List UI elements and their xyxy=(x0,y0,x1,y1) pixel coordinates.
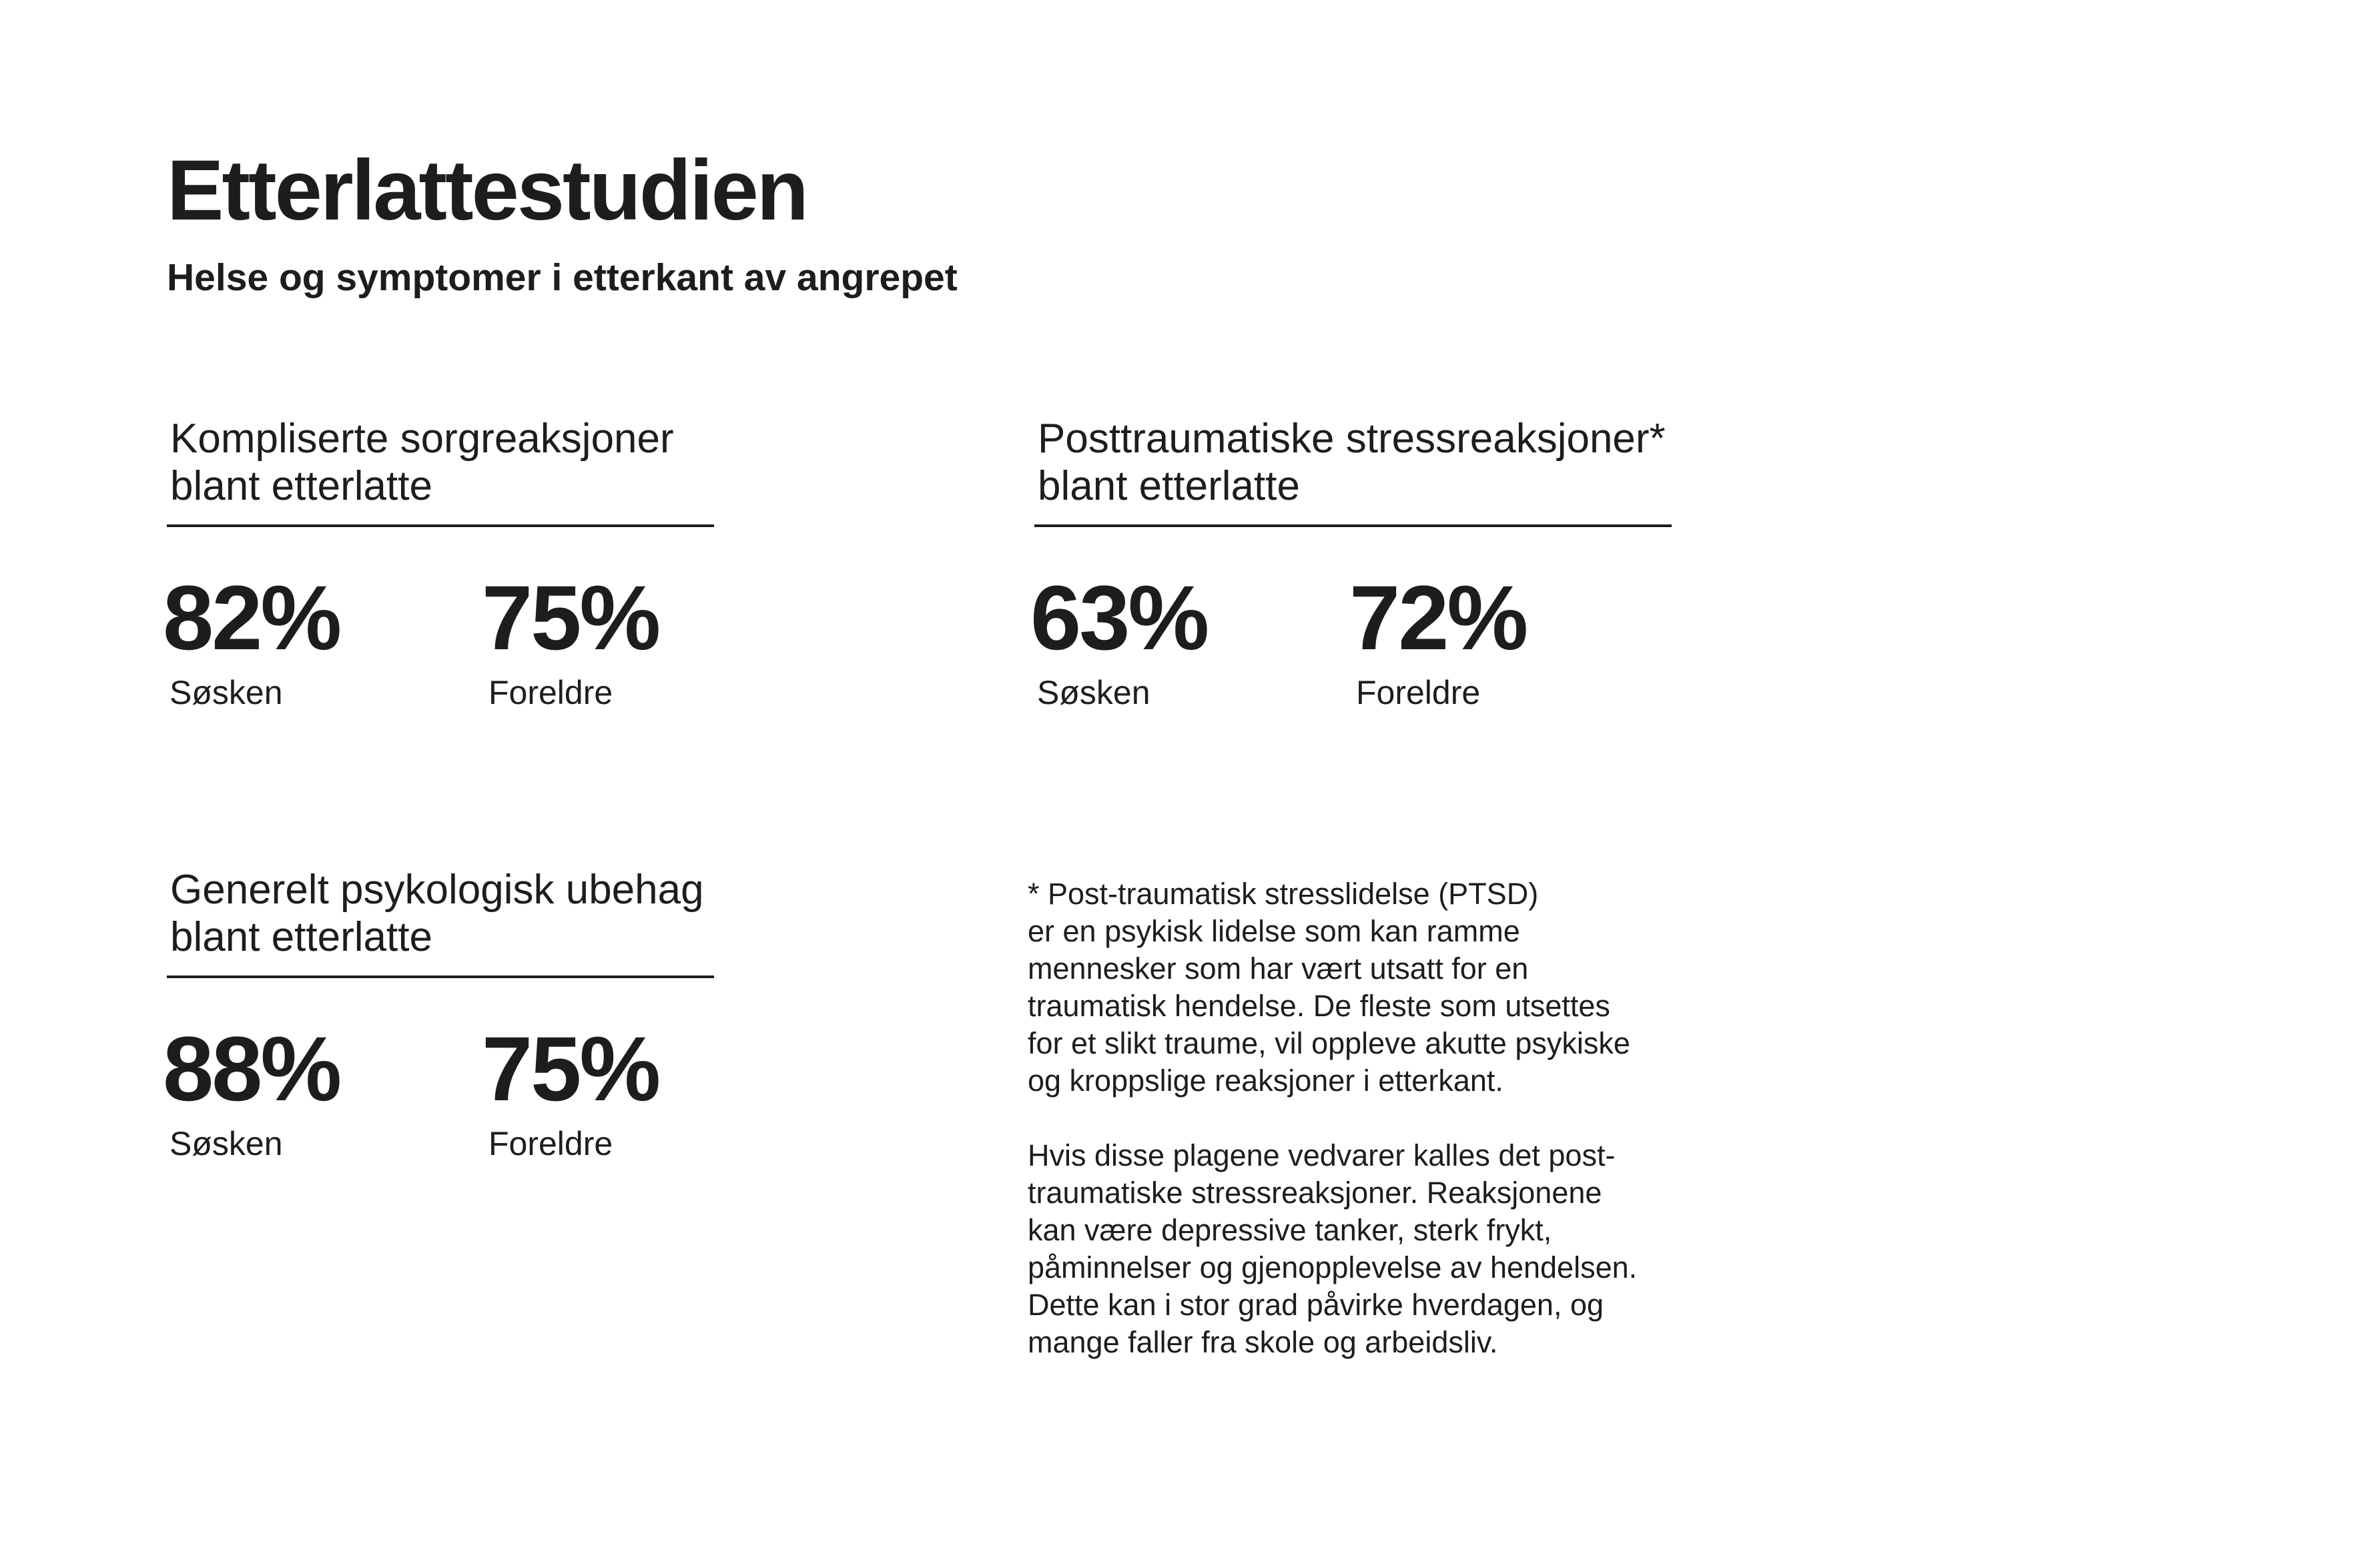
stat-block-complicated-grief xyxy=(163,415,714,711)
stat-label: Foreldre xyxy=(1356,674,1481,711)
stat-label: Søsken xyxy=(170,674,283,711)
footnote-line: * Post-traumatisk stresslidelse (PTSD) xyxy=(1028,877,1539,911)
stat-value: 88% xyxy=(163,1018,340,1120)
page-subtitle: Helse og symptomer i etterkant av angrepet xyxy=(167,256,958,299)
stat-siblings xyxy=(163,527,340,709)
stat-value: 82% xyxy=(163,567,340,669)
stat-value: 75% xyxy=(482,567,659,669)
stat-block-psychological-distress xyxy=(163,866,714,1162)
ptsd-footnote xyxy=(1028,875,1695,1399)
footnote-line: mennesker som har vært utsatt for en xyxy=(1028,951,1529,986)
stat-label: Søsken xyxy=(170,1125,283,1162)
footnote-paragraph xyxy=(1028,875,1695,1100)
stat-row xyxy=(163,527,714,711)
footnote-line: for et slikt traume, vil oppleve akutte psykiske xyxy=(1028,1026,1630,1060)
stat-siblings xyxy=(1030,527,1207,709)
block-heading xyxy=(1034,415,1672,510)
stat-row xyxy=(1030,527,1672,711)
stat-parents xyxy=(482,527,659,709)
block-heading-line: blant etterlatte xyxy=(170,914,432,960)
stat-label: Søsken xyxy=(1037,674,1150,711)
stat-siblings xyxy=(163,978,340,1160)
block-heading xyxy=(167,415,714,510)
footnote-line: traumatisk hendelse. De fleste som utsettes xyxy=(1028,989,1610,1023)
stat-label: Foreldre xyxy=(488,674,613,711)
page-title: Etterlattestudien xyxy=(167,143,807,238)
stat-row xyxy=(163,978,714,1162)
block-heading-line: blant etterlatte xyxy=(1038,463,1300,509)
stat-block-ptsd xyxy=(1030,415,1672,711)
block-heading-line: Posttraumatiske stressreaksjoner* xyxy=(1038,416,1666,462)
footnote-line: Hvis disse plagene vedvarer kalles det post- xyxy=(1028,1138,1616,1172)
stat-parents xyxy=(1349,527,1526,709)
footnote-line: er en psykisk lidelse som kan ramme xyxy=(1028,914,1520,948)
footnote-line: påminnelser og gjenopplevelse av hendelsen. xyxy=(1028,1250,1638,1284)
stat-value: 72% xyxy=(1349,567,1527,669)
block-heading-line: Kompliserte sorgreaksjoner xyxy=(170,416,674,462)
stat-parents xyxy=(482,978,659,1160)
footnote-line: traumatiske stressreaksjoner. Reaksjonene xyxy=(1028,1176,1602,1210)
footnote-line: kan være depressive tanker, sterk frykt, xyxy=(1028,1213,1552,1247)
footnote-line: mange faller fra skole og arbeidsliv. xyxy=(1028,1325,1498,1359)
stat-value: 75% xyxy=(482,1018,659,1120)
block-heading-line: Generelt psykologisk ubehag xyxy=(170,867,704,913)
block-heading-line: blant etterlatte xyxy=(170,463,432,509)
footnote-line: Dette kan i stor grad påvirke hverdagen, og xyxy=(1028,1288,1604,1322)
stat-value: 63% xyxy=(1030,567,1208,669)
footnote-paragraph xyxy=(1028,1137,1695,1361)
stat-label: Foreldre xyxy=(488,1125,613,1162)
footnote-line: og kroppslige reaksjoner i etterkant. xyxy=(1028,1064,1503,1098)
block-heading xyxy=(167,866,714,961)
